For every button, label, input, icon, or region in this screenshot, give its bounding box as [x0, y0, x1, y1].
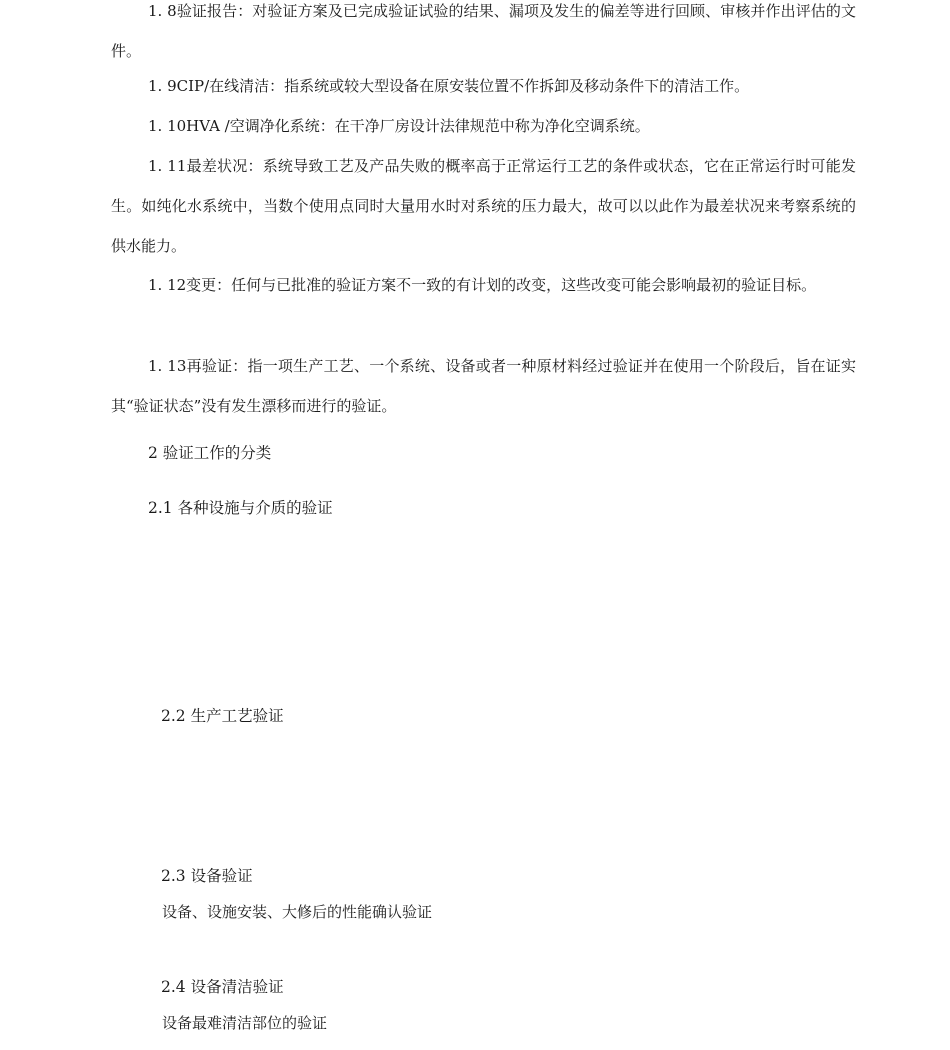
definition-1-8: [111, 0, 856, 71]
section-2-heading: 2 验证工作的分类: [148, 444, 272, 462]
section-2-2-heading: 2.2 生产工艺验证: [161, 707, 284, 725]
definition-number: 1. 11: [148, 157, 187, 175]
definition-text: 最差状况：系统导致工艺及产品失败的概率高于正常运行工艺的条件或状态，它在正常运行时可能发生。如纯化水系统中，当数个使用点同时大量用水时对系统的压力最大，故可以以此作为最差状况来考察系统的供水能力。: [111, 157, 856, 255]
section-2-4-body: 设备最难清洁部位的验证: [162, 1014, 328, 1032]
section-2-3-body: 设备、设施安装、大修后的性能确认验证: [162, 903, 433, 921]
definition-number: 1. 9: [148, 77, 177, 95]
definition-number: 1. 12: [148, 276, 187, 294]
definition-text: 变更：任何与已批准的验证方案不一致的有计划的改变，这些改变可能会影响最初的验证目标。: [186, 276, 817, 294]
definition-text: 再验证：指一项生产工艺、一个系统、设备或者一种原材料经过验证并在使用一个阶段后，旨在证实其“验证状态”没有发生漂移而进行的验证。: [111, 357, 856, 415]
definition-text: 验证报告：对验证方案及已完成验证试验的结果、漏项及发生的偏差等进行回顾、审核并作出评估的文件。: [111, 2, 856, 60]
definition-number: 1. 13: [148, 357, 187, 375]
definition-text: CIP/在线清洁：指系统或较大型设备在原安装位置不作拆卸及移动条件下的清洁工作。: [176, 77, 750, 95]
definition-1-11: [111, 146, 856, 266]
definition-1-10: [111, 106, 856, 146]
definition-number: 1. 10: [148, 117, 187, 135]
definition-1-13: [111, 346, 856, 426]
section-2-4-heading: 2.4 设备清洁验证: [161, 978, 284, 996]
definition-1-9: [111, 66, 856, 106]
section-2-3-heading: 2.3 设备验证: [161, 867, 253, 885]
definition-1-12: [111, 265, 856, 305]
definition-number: 1. 8: [148, 2, 177, 20]
section-2-1-heading: 2.1 各种设施与介质的验证: [148, 499, 333, 517]
definition-text: HVA /空调净化系统：在干净厂房设计法律规范中称为净化空调系统。: [186, 117, 650, 135]
